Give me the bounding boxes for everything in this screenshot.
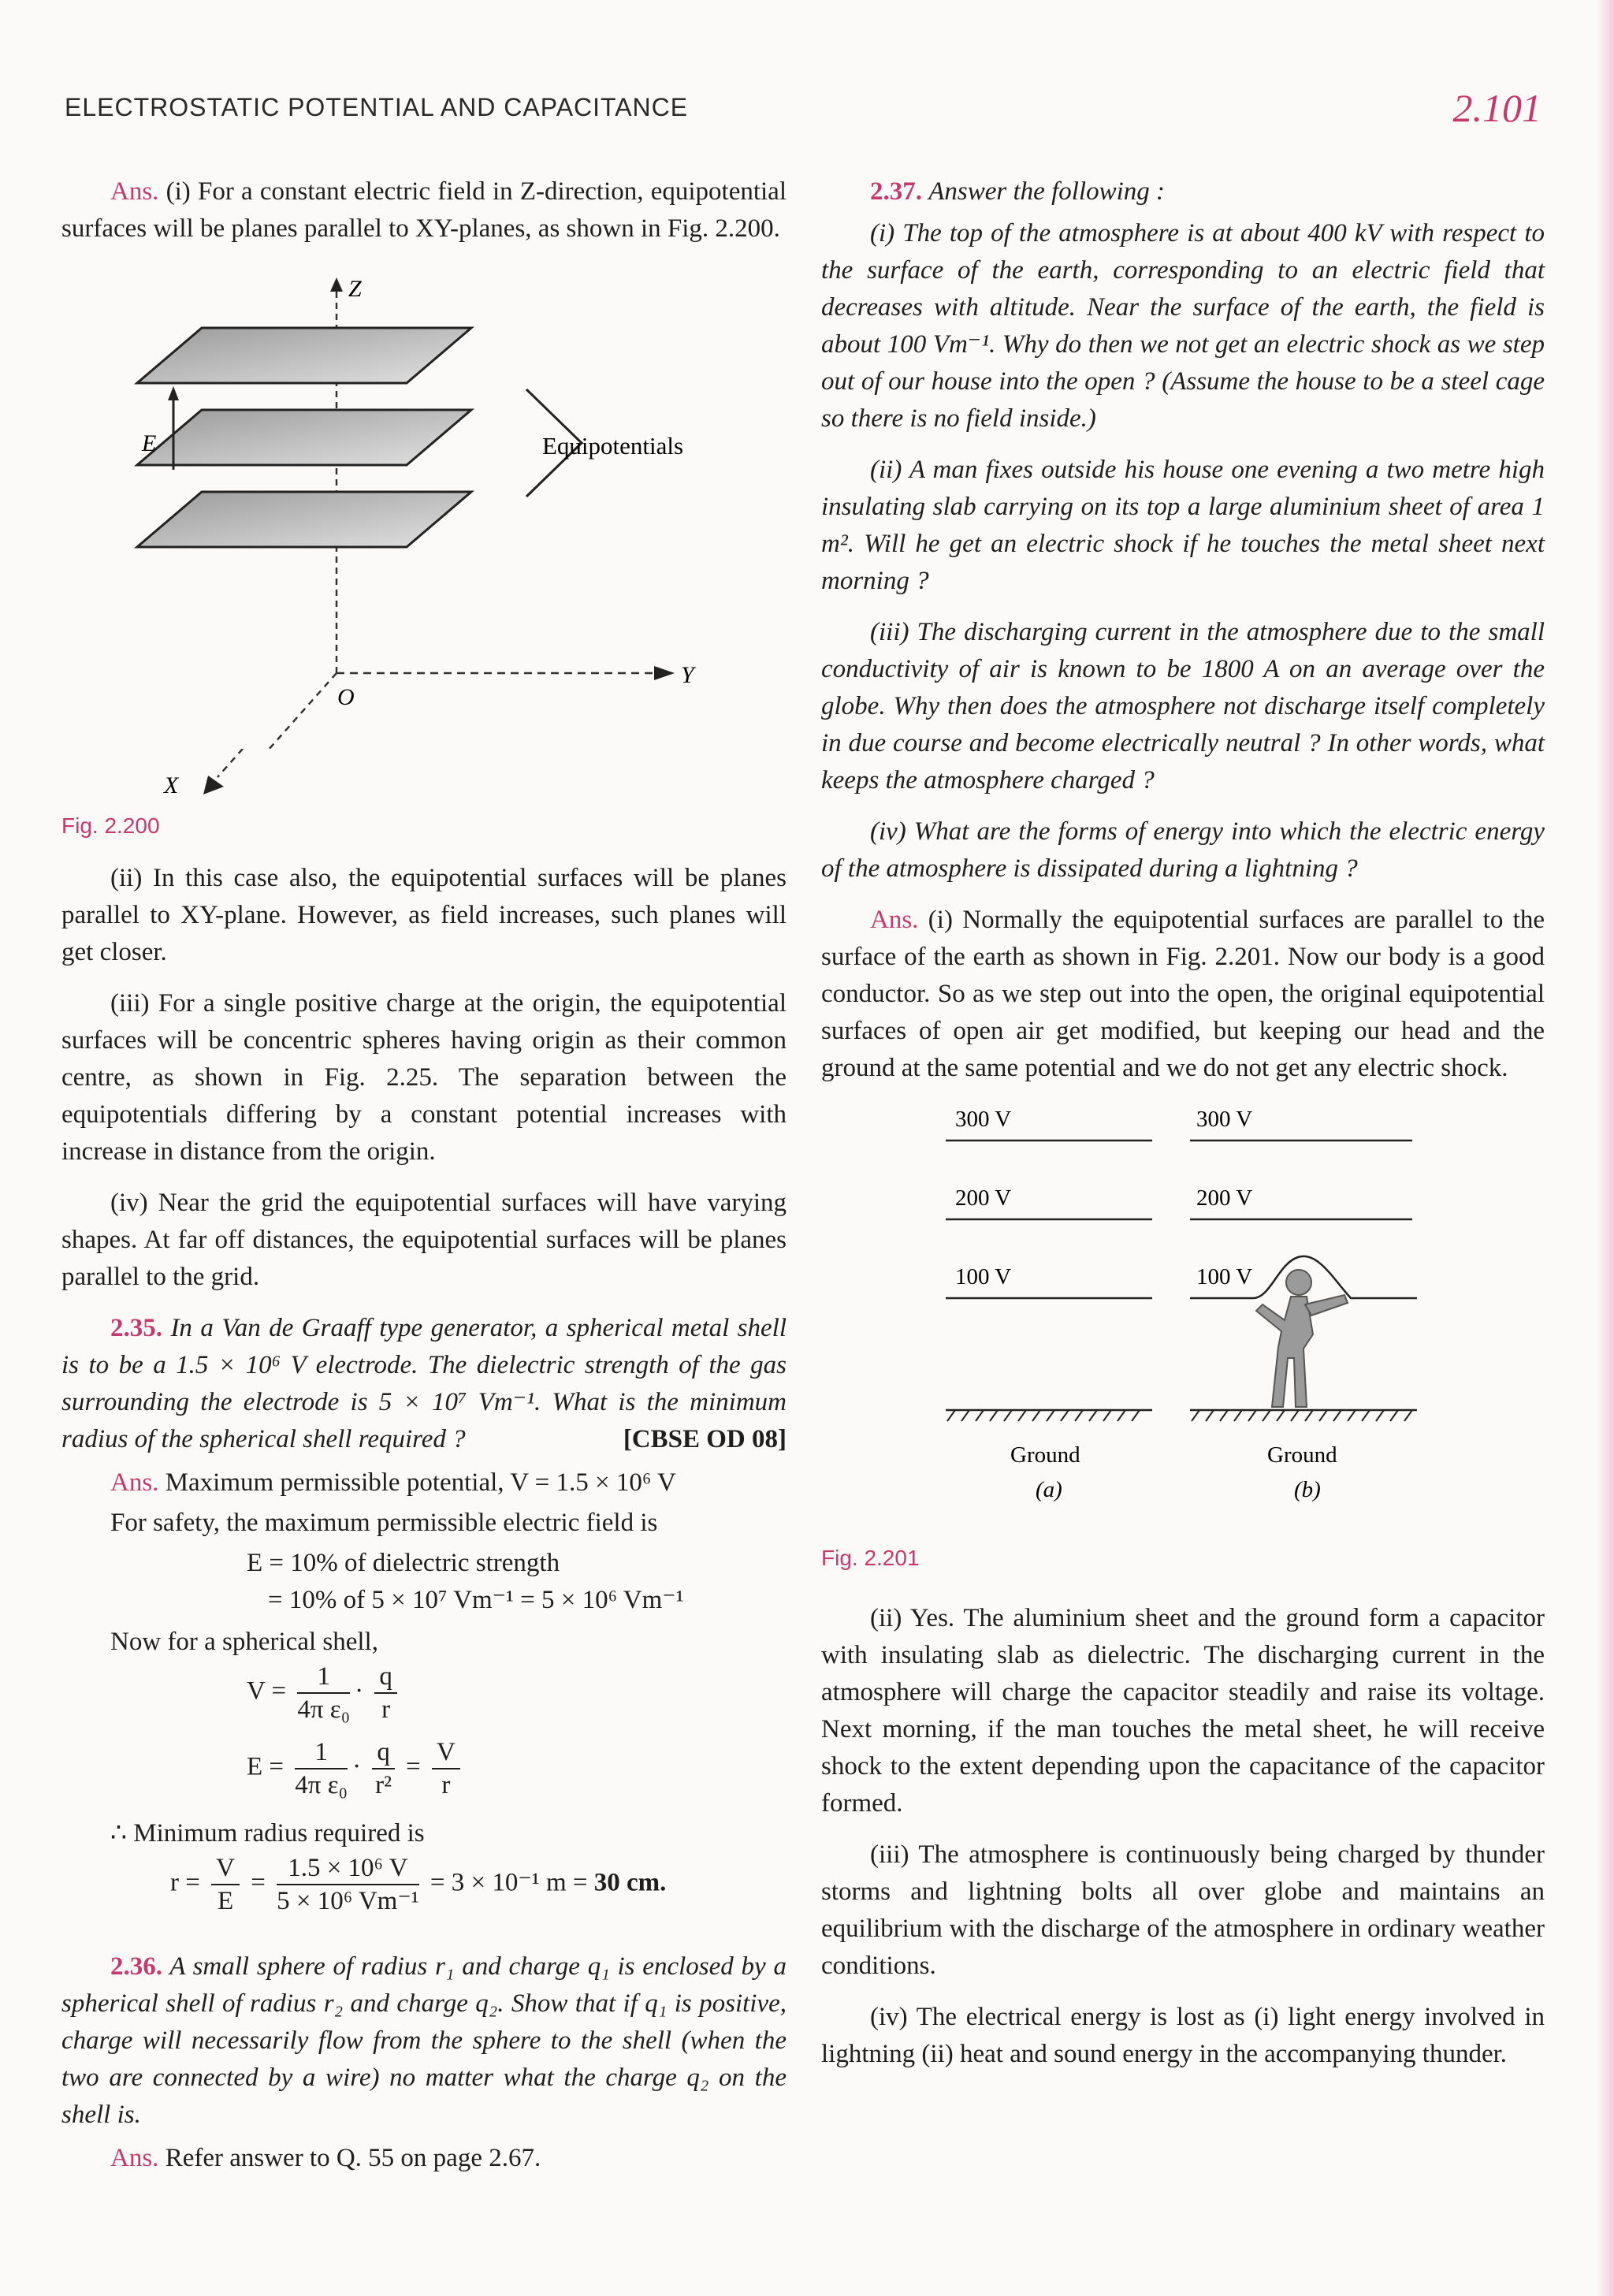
question-2-37-intro: 2.37. Answer the following : xyxy=(870,177,1165,206)
field-label: E xyxy=(142,430,157,456)
equation-e: E = $\frac{1}{\text{4π ε₀}}$ · $\frac{q}{\text{r²}}$ = $\frac{V}{r}$ xyxy=(61,1736,787,1812)
x-axis xyxy=(218,673,337,752)
label-100v-a: 100 V xyxy=(955,1264,1012,1289)
equipotential-plane-2 xyxy=(137,410,471,465)
answer-2-35-line-4: = 10% of 5 × 10⁷ Vm⁻¹ = 5 × 10⁶ Vm⁻¹ xyxy=(268,1586,684,1614)
page-number: 2.101 xyxy=(1452,86,1541,130)
figure-2-200 xyxy=(61,247,787,752)
ground-label-a: Ground xyxy=(1010,1442,1080,1468)
answer-2-35-line-6: ∴ Minimum radius required is xyxy=(110,1819,425,1848)
answer-2-35-line-3: E = 10% of dielectric strength xyxy=(247,1549,560,1577)
running-header: ELECTROSTATIC POTENTIAL AND CAPACITANCE xyxy=(65,93,689,121)
left-column xyxy=(61,173,787,2177)
question-number: 2.35. xyxy=(110,1314,162,1342)
sublabel-a: (a) xyxy=(1036,1477,1062,1502)
label-200v-b: 200 V xyxy=(1196,1185,1253,1211)
question-2-35: 2.35. In a Van de Graaff type generator, a spherical metal shell is to be a 1.5 × 10⁶ V electrode. The dielectric strength of the gas surrounding the electrode is 5 × 10⁷ Vm⁻¹. What is the minimum radius of the spherical shell required ? [CBSE OD 08] xyxy=(61,1310,787,1458)
answer-2-35-line-1: Ans. Maximum permissible potential, V = 1.5 × 10⁶ V xyxy=(110,1468,676,1497)
ground-hatch-a xyxy=(947,1410,1140,1421)
answer-2-37-i: Ans. (i) Normally the equipotential surfaces are parallel to the surface of the earth as shown in Fig. 2.201. Now our body is a good conductor. So as we step out into the open, the original equipotential surfaces of open air get modified, but keeping our head and the ground at the same potential and we do not get any electric shock. xyxy=(821,906,1545,1082)
equipotential-plane-3 xyxy=(137,492,471,547)
figure-2-201-caption: Fig. 2.201 xyxy=(821,1546,920,1570)
question-2-37-ii: (ii) A man fixes outside his house one evening a two metre high insulating slab carrying on its top a large aluminium sheet of area 1 m². Will he get an electric shock if he touches the metal sheet next morning ? xyxy=(821,456,1545,595)
radius-result: 30 cm. xyxy=(593,1868,667,1897)
question-2-37-iii: (iii) The discharging current in the atmosphere due to the small conductivity of air is known to be 1800 A on an average over the globe. Why then does the atmosphere not discharge itself completely in due course and become electrically neutral ? In other words, what keeps the atmosphere charged ? xyxy=(821,618,1545,794)
answer-2-37-iii: (iii) The atmosphere is continuously being charged by thunder storms and lightning bolts all over globe and maintains an equilibrium with the discharge of the atmosphere in ordinary weather conditions. xyxy=(821,1840,1545,1980)
label-100v-b: 100 V xyxy=(1196,1264,1253,1289)
answer-2-35-line-2: For safety, the maximum permissible electric field is xyxy=(110,1509,658,1537)
origin-label: O xyxy=(337,684,355,710)
answer-2-34-part-iii: (iii) For a single positive charge at the origin, the equipotential surfaces will be concentric spheres having origin as their common centre, as shown in Fig. 2.25. The separation between the equipotentials differing by a constant potential increases with increase in distance from the origin. xyxy=(61,989,787,1166)
figure-2-200-x-axis-end xyxy=(61,749,787,807)
label-300v-b: 300 V xyxy=(1196,1107,1253,1132)
label-200v-a: 200 V xyxy=(955,1185,1012,1211)
y-axis-label: Y xyxy=(681,662,694,688)
sublabel-b: (b) xyxy=(1294,1477,1321,1502)
panel-b xyxy=(1190,1107,1417,1502)
answer-2-34-part-ii: (ii) In this case also, the equipotential surfaces will be planes parallel to XY-plane. However, as field increases, such planes will get closer. xyxy=(61,864,787,966)
equation-radius: r = $\frac{V}{E}$ = $\frac{\text{1.5 × 10⁶ V}}{\text{5 × 10⁶ Vm⁻¹}}$ = 3 × 10⁻¹ m = 30 cm. xyxy=(170,1854,667,1915)
answer-2-36: Ans. Refer answer to Q. 55 on page 2.67. xyxy=(110,2144,541,2172)
field-arrow-head-icon xyxy=(168,386,179,400)
x-axis-tail xyxy=(218,749,243,777)
answer-2-35-line-5: Now for a spherical shell, xyxy=(110,1628,378,1656)
x-axis-label: X xyxy=(164,772,179,798)
question-2-37-i: (i) The top of the atmosphere is at about 400 kV with respect to the surface of the earth, corresponding to an electric field that decreases with altitude. Near the surface of the earth, the field is about 100 Vm⁻¹. Why do then we not get an electric shock as we step out of our house into the open ? (Assume the house to be a steel cage so there is no field inside.) xyxy=(821,219,1545,433)
man-figure xyxy=(1256,1270,1348,1407)
question-2-36: 2.36. A small sphere of radius r₁ and charge q₁ is enclosed by a spherical shell of radius r₂ and charge q₂. Show that if q₁ is positive, charge will necessarily flow from the sphere to the shell (when the two are connected by a wire) no matter what the charge q₂ on the shell is. xyxy=(61,1952,787,2129)
answer-2-37-iv: (iv) The electrical energy is lost as (i) light energy involved in lightning (ii) heat and sound energy in the accompanying thunder. xyxy=(821,2003,1545,2068)
figure-2-200-caption: Fig. 2.200 xyxy=(61,813,160,838)
ans-label: Ans. xyxy=(110,177,159,206)
z-arrow-icon xyxy=(330,277,343,292)
figure-2-201 xyxy=(821,1098,1545,1539)
equipotential-plane-1 xyxy=(137,328,471,383)
ground-hatch-b xyxy=(1192,1410,1412,1421)
z-axis-label: Z xyxy=(348,276,362,302)
answer-2-37-ii: (ii) Yes. The aluminium sheet and the ground form a capacitor with insulating slab as dielectric. The discharging current in the atmosphere will charge the capacitor steadily and raise its voltage. Next morning, if the man touches the metal sheet, he will receive shock to the extent depending upon the capacitance of the capacitor formed. xyxy=(821,1604,1545,1818)
page-edge-tint xyxy=(1597,0,1614,2296)
label-300v-a: 300 V xyxy=(955,1107,1012,1132)
equation-v: V = $\frac{1}{\text{4π ε₀}}$ · $\frac{q}{r}$ xyxy=(61,1661,787,1736)
panel-a xyxy=(946,1107,1152,1502)
ground-label-b: Ground xyxy=(1267,1442,1337,1468)
exam-tag: [CBSE OD 08] xyxy=(623,1425,787,1453)
equipotentials-label: Equipotentials xyxy=(542,432,684,460)
answer-2-34-part-iv: (iv) Near the grid the equipotential surfaces will have varying shapes. At far off distances, the equipotential surfaces will be planes parallel to the grid. xyxy=(61,1189,787,1291)
question-2-37-iv: (iv) What are the forms of energy into which the electric energy of the atmosphere is dissipated during a lightning ? xyxy=(821,817,1545,883)
right-column xyxy=(821,173,1545,2073)
x-arrow-icon xyxy=(203,776,224,794)
answer-2-34-part-i: Ans. (i) For a constant electric field in Z-direction, equipotential surfaces will be planes parallel to XY-planes, as shown in Fig. 2.200. xyxy=(61,177,787,243)
y-arrow-icon xyxy=(654,666,675,680)
